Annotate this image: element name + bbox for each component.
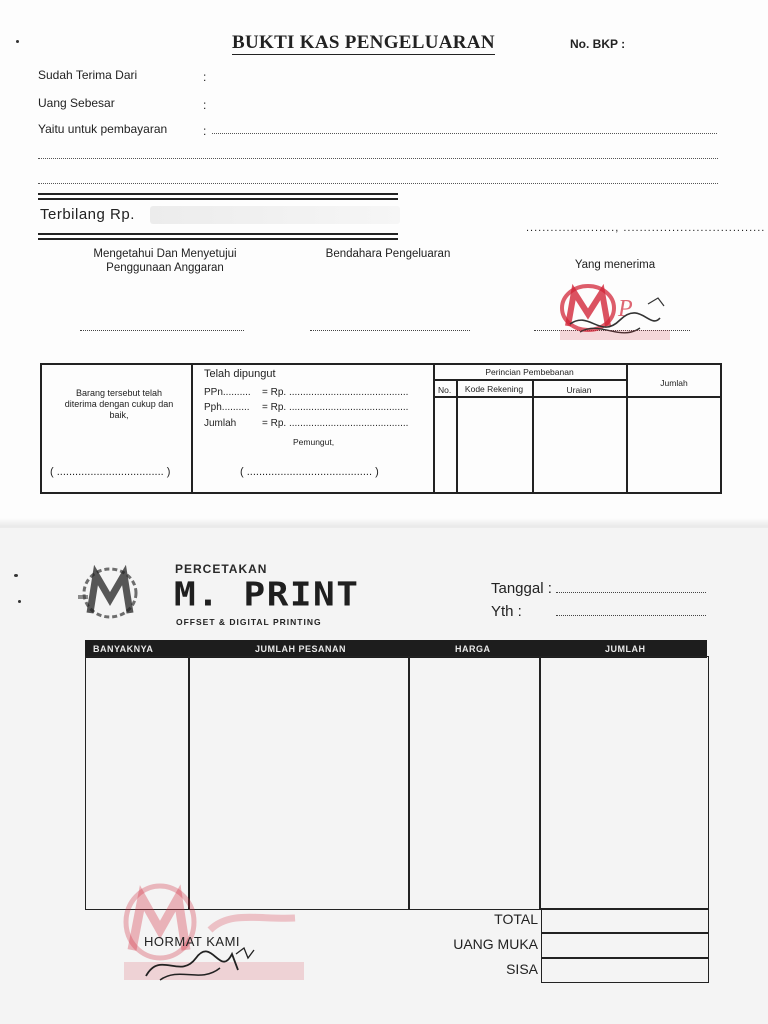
pph-label: Pph.......... [204, 402, 250, 413]
treasurer-label: Bendahara Pengeluaran [325, 248, 451, 260]
pph-value[interactable]: = Rp. ........................................... [262, 402, 409, 413]
table-divider-3a [626, 363, 628, 379]
payment-purpose-colon: : [203, 124, 207, 138]
header-order: JUMLAH PESANAN [255, 644, 347, 654]
payment-purpose-field[interactable] [212, 133, 717, 134]
divider-top-2 [38, 198, 398, 200]
payment-purpose-label: Yaitu untuk pembayaran [38, 122, 168, 136]
table-divider-1 [191, 363, 193, 494]
amount-colon: : [203, 98, 207, 112]
closing-label: HORMAT KAMI [144, 934, 241, 949]
mprint-logo-icon [76, 565, 146, 621]
ppn-label: PPn.......... [204, 387, 251, 398]
payment-purpose-line-3[interactable] [38, 183, 718, 184]
total-field[interactable] [541, 908, 709, 933]
collector-signature[interactable]: ( ......................................... ) [240, 466, 379, 478]
allocation-heading: Perincian Pembebanan [485, 367, 574, 377]
table-divider-2 [433, 363, 435, 494]
allocation-col-account [532, 379, 534, 494]
goods-signature[interactable]: ( ................................... ) [50, 466, 171, 478]
approver-signature-line[interactable] [80, 330, 244, 331]
divider-top [38, 193, 398, 195]
brand-name: M. PRINT [174, 576, 360, 614]
header-quantity: BANYAKNYA [93, 644, 154, 654]
place-date-field[interactable]: ......................, ................................... [526, 222, 766, 234]
divider-bottom [38, 233, 398, 235]
receiver-label: Yang menerima [574, 259, 656, 271]
amount-label: Uang Sebesar [38, 96, 115, 110]
allocation-total-header: Jumlah [660, 378, 688, 388]
date-label: Tanggal : [491, 580, 552, 597]
payment-purpose-line-2[interactable] [38, 158, 718, 159]
brand-prefix: PERCETAKAN [175, 562, 268, 576]
divider-bottom-2 [38, 238, 398, 240]
total-tax-value[interactable]: = Rp. ........................................... [262, 418, 409, 429]
goods-line-2: diterima dengan cukup dan baik, [64, 399, 174, 420]
voucher-title: BUKTI KAS PENGELUARAN [232, 32, 495, 53]
col-divider-3 [539, 656, 541, 910]
allocation-col-no [456, 379, 458, 494]
allocation-heading-rule [433, 379, 626, 381]
total-tax-label: Jumlah [204, 418, 237, 429]
received-from-label: Sudah Terima Dari [38, 68, 138, 82]
paper-speck [14, 574, 18, 577]
approver-label [80, 247, 250, 275]
col-divider-2 [408, 656, 410, 910]
tax-heading: Telah dipungut [204, 368, 276, 380]
paper-speck [16, 40, 19, 43]
balance-label: SISA [506, 961, 538, 977]
allocation-header-rule [433, 396, 722, 398]
terbilang-field[interactable] [150, 206, 400, 224]
allocation-description-header: Uraian [566, 385, 592, 395]
invoice-table [85, 656, 709, 910]
ppn-value[interactable]: = Rp. ........................................... [262, 387, 409, 398]
recipient-field[interactable] [556, 615, 706, 616]
company-stamp-icon [530, 280, 700, 352]
down-payment-label: UANG MUKA [453, 936, 538, 952]
total-label: TOTAL [494, 911, 538, 927]
allocation-no-header: No. [438, 385, 452, 395]
brand-tagline: OFFSET & DIGITAL PRINTING [176, 617, 322, 627]
svg-text:P: P [618, 296, 633, 322]
down-payment-field[interactable] [541, 933, 709, 958]
date-field[interactable] [556, 592, 706, 593]
treasurer-signature-line[interactable] [310, 330, 470, 331]
goods-line-1: Barang tersebut telah [75, 388, 163, 398]
collector-label: Pemungut, [293, 437, 335, 447]
col-divider-1 [188, 656, 190, 910]
terbilang-label: Terbilang Rp. [40, 206, 135, 223]
paper-speck [18, 600, 21, 603]
goods-received-text [58, 388, 180, 421]
approver-label-line-1: Mengetahui Dan Menyetujui [93, 248, 237, 260]
allocation-account-header: Kode Rekening [464, 384, 524, 394]
balance-field[interactable] [541, 958, 709, 983]
recipient-label: Yth : [491, 603, 522, 620]
voucher-number-label: No. BKP : [570, 37, 626, 51]
header-price: HARGA [455, 644, 491, 654]
received-from-colon: : [203, 70, 207, 84]
header-amount: JUMLAH [605, 644, 646, 654]
approver-label-line-2: Penggunaan Anggaran [106, 262, 224, 274]
